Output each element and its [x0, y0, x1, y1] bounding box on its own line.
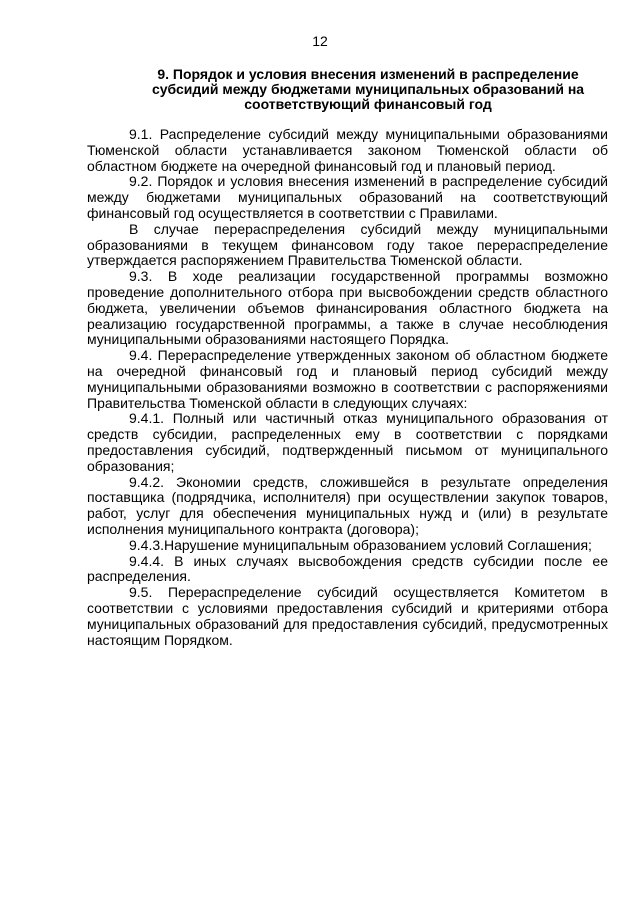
paragraph-9-4-3: 9.4.3.Нарушение муниципальным образованием условий Соглашения; [129, 536, 592, 553]
document-body [87, 127, 608, 648]
page-number: 12 [312, 33, 328, 49]
section-heading-line-3: соответствующий финансовый год [244, 96, 492, 112]
section-heading [136, 67, 600, 112]
paragraph-redistribution: В случае перераспределения субсидий между муниципальными образованиями в текущем финансовом году такое перераспределение утверждается распоряжением Правительства Тюменской области. [87, 220, 608, 269]
paragraph-9-5: 9.5. Перераспределение субсидий осуществляется Комитетом в соответствии с условиями предоставления субсидий и критериями отбора муниципальных образований для предоставления субсидий, предусмотренных настоящим Порядком. [87, 584, 608, 648]
paragraph-9-4-4: 9.4.4. В иных случаях высвобождения средств субсидии после ее распределения. [87, 552, 608, 585]
paragraph-9-4: 9.4. Перераспределение утвержденных законом об областном бюджете на очередной финансовый год и плановый период субсидий между муниципальными образованиями возможно в соответствии с распоряжениями Правительства Тюменской области в следующих случаях: [87, 347, 608, 411]
paragraph-9-3: 9.3. В ходе реализации государственной программы возможно проведение дополнительного отбора при высвобождении средств областного бюджета, увеличении объемов финансирования областного бюджета на реализацию государственной программы, а также в случае несоблюдения муниципальными образованиями настоящего Порядка. [87, 268, 608, 348]
paragraph-9-4-2: 9.4.2. Экономии средств, сложившейся в результате определения поставщика (подрядчика, исполнителя) при осуществлении закупок товаров, работ, услуг для обеспечения муниципальных нужд и (или) в результате исполнения муниципального контракта (договора); [87, 473, 608, 537]
paragraph-9-2: 9.2. Порядок и условия внесения изменений в распределение субсидий между бюджетами муниципальных образований на соответствующий финансовый год осуществляется в соответствии с Правилами. [87, 173, 608, 221]
section-heading-line-1: 9. Порядок и условия внесения изменений в распределение [157, 66, 579, 82]
paragraph-9-1: 9.1. Распределение субсидий между муниципальными образованиями Тюменской области устанавливается законом Тюменской области об областном бюджете на очередной финансовый год и плановый период. [87, 126, 608, 174]
paragraph-9-4-1: 9.4.1. Полный или частичный отказ муниципального образования от средств субсидии, распределенных ему в соответствии с порядками предоставления субсидий, подтвержденный письмом от муниципального образования; [87, 410, 608, 474]
section-heading-line-2: субсидий между бюджетами муниципальных образований на [151, 81, 585, 97]
